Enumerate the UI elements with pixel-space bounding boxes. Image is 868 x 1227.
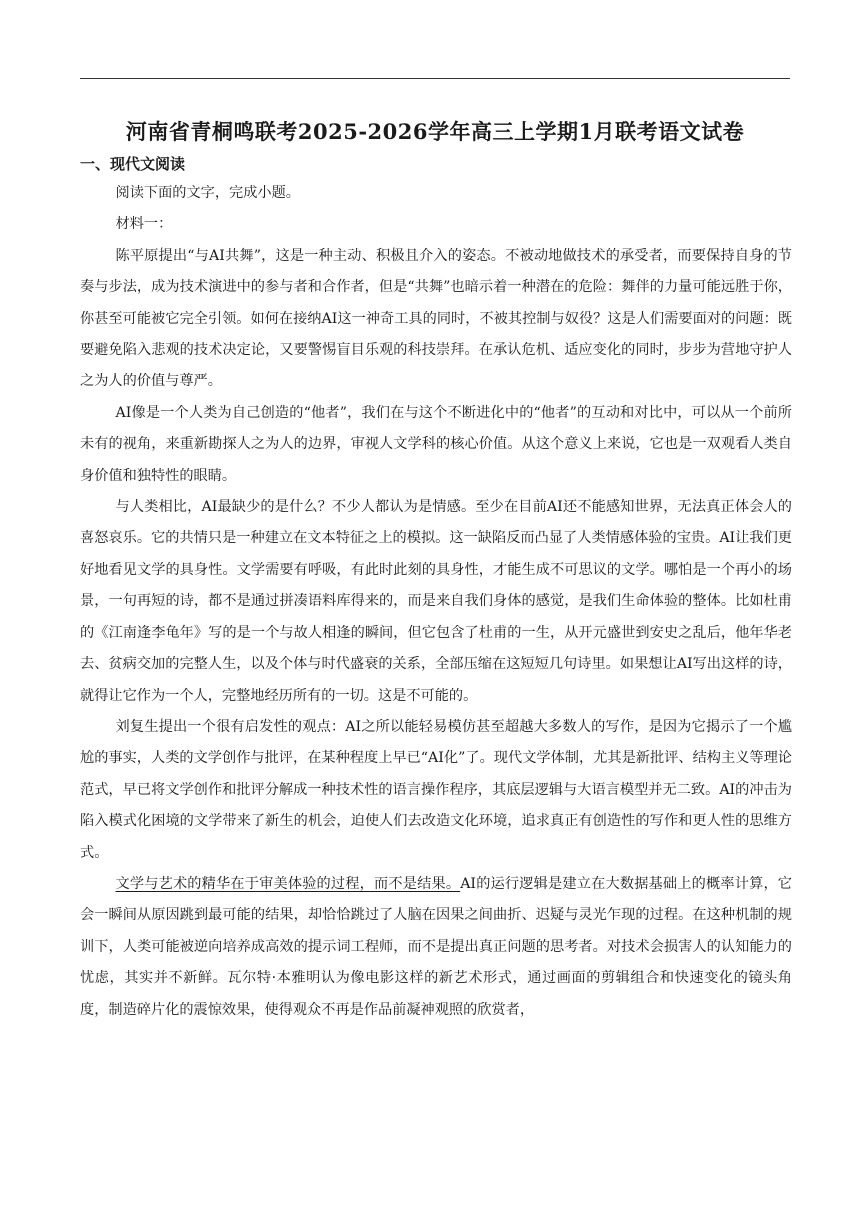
page-title: 河南省青桐鸣联考2025-2026学年高三上学期1月联考语文试卷	[125, 119, 745, 144]
paragraph-5-text: AI的运行逻辑是建立在大数据基础上的概率计算，它会一瞬间从原因跳到最可能的结果，却恰恰跳过了人脑在因果之间曲折、迟疑与灵光乍现的过程。在这种机制的规训下，人类可能被逆向培养成高效的提示词工程师，而不是提出真正问题的思考者。对技术会损害人的认知能力的忧虑，其实并不新鲜。瓦尔特·本雅明认为像电影这样的新艺术形式，通过画面的剪辑组合和快速变化的镜头角度，制造碎片化的震惊效果，使得观众不再是作品前凝神观照的欣赏者，	[80, 875, 792, 1018]
paragraph-4: 刘复生提出一个很有启发性的观点：AI之所以能轻易模仿甚至超越大多数人的写作，是因为它揭示了一个尴尬的事实，人类的文学创作与批评，在某种程度上早已“AI化”了。现代文学体制，尤其是新批评、结构主义等理论范式，早已将文学创作和批评分解成一种技术性的语言操作程序，其底层逻辑与大语言模型并无二致。AI的冲击为陷入模式化困境的文学带来了新生的机会，迫使人们去改造文化环境，追求真正有创造性的写作和更人性的思维方式。	[80, 718, 792, 861]
document-body	[80, 178, 792, 1026]
header-rule	[80, 78, 790, 79]
underlined-sentence: 文学与艺术的精华在于审美体验的过程，而不是结果。	[115, 875, 461, 892]
instruction-text: 阅读下面的文字，完成小题。	[115, 185, 300, 201]
paragraph-3: 与人类相比，AI最缺少的是什么？不少人都认为是情感。至少在目前AI还不能感知世界，无法真正体会人的喜怒哀乐。它的共情只是一种建立在文本特征之上的模拟。这一缺陷反而凸显了人类情感体验的宝贵。AI让我们更好地看见文学的具身性。文学需要有呼吸，有此时此刻的具身性，才能生成不可思议的文学。哪怕是一个再小的场景，一句再短的诗，都不是通过拼凑语料库得来的，而是来自我们身体的感觉，是我们生命体验的整体。比如杜甫的《江南逢李龟年》写的是一个与故人相逢的瞬间，但它包含了杜甫的一生，从开元盛世到安史之乱后，他年华老去、贫病交加的完整人生，以及个体与时代盛衰的关系，全部压缩在这短短几句诗里。如果想让AI写出这样的诗，就得让它作为一个人，完整地经历所有的一切。这是不可能的。	[80, 499, 792, 704]
paragraph-1: 陈平原提出“与AI共舞”，这是一种主动、积极且介入的姿态。不被动地做技术的承受者，而要保持自身的节奏与步法，成为技术演进中的参与者和合作者，但是“共舞”也暗示着一种潜在的危险：舞伴的力量可能远胜于你，你甚至可能被它完全引领。如何在接纳AI这一神奇工具的同时，不被其控制与奴役？这是人们需要面对的问题：既要避免陷入悲观的技术决定论，又要警惕盲目乐观的科技崇拜。在承认危机、适应变化的同时，步步为营地守护人之为人的价值与尊严。	[80, 247, 792, 390]
material-label: 材料一：	[115, 216, 173, 233]
paragraph-5	[80, 869, 792, 1026]
paragraph-2: AI像是一个人类为自己创造的“他者”，我们在与这个不断进化中的“他者”的互动和对比中，可以从一个前所未有的视角，来重新勘探人之为人的边界，审视人文学科的核心价值。从这个意义上来说，它也是一双观看人类自身价值和独特性的眼睛。	[80, 404, 792, 484]
section-heading: 一、现代文阅读	[80, 155, 186, 173]
